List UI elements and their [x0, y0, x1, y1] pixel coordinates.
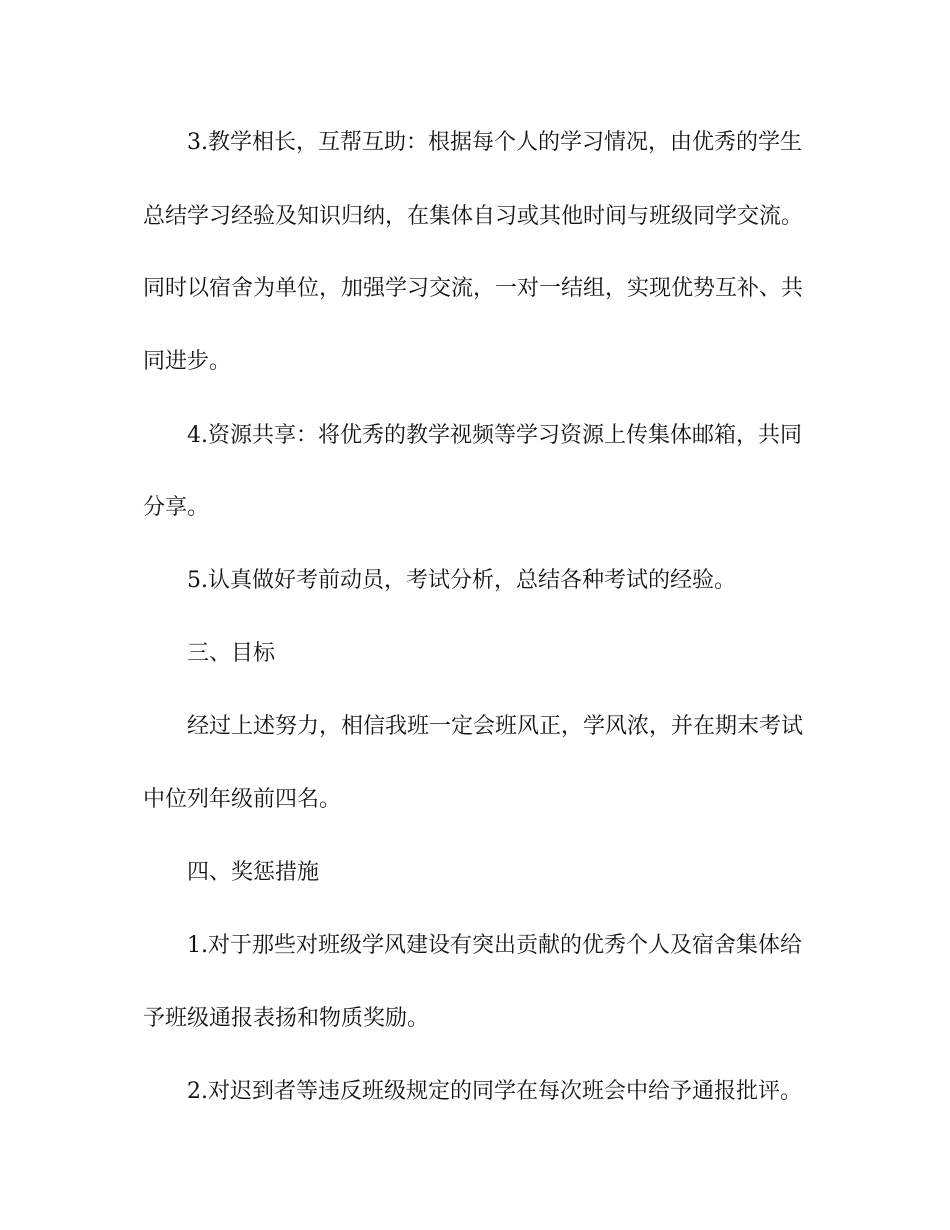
reward-item-2: 2.对迟到者等违反班级规定的同学在每次班会中给予通报批评。: [187, 1079, 802, 1104]
paragraph-5: 5.认真做好考前动员，考试分析，总结各种考试的经验。: [187, 568, 736, 593]
reward-item-1-line-2: 予班级通报表扬和物质奖励。: [143, 1006, 430, 1031]
paragraph-3-line-1: 3.教学相长，互帮互助：根据每个人的学习情况，由优秀的学生: [187, 130, 802, 155]
goals-paragraph-line-1: 经过上述努力，相信我班一定会班风正，学风浓，并在期末考试: [187, 714, 804, 739]
section-heading-rewards: 四、奖惩措施: [187, 860, 320, 885]
section-heading-goals: 三、目标: [187, 641, 276, 666]
paragraph-3-line-2: 总结学习经验及知识归纳，在集体自习或其他时间与班级同学交流。: [143, 204, 804, 229]
paragraph-3-line-4: 同进步。: [143, 349, 232, 374]
goals-paragraph-line-2: 中位列年级前四名。: [143, 787, 342, 812]
paragraph-4-line-1: 4.资源共享：将优秀的教学视频等学习资源上传集体邮箱，共同: [187, 423, 802, 448]
paragraph-4-line-2: 分享。: [143, 495, 210, 520]
paragraph-3-line-3: 同时以宿舍为单位，加强学习交流，一对一结组，实现优势互补、共: [143, 276, 804, 301]
reward-item-1-line-1: 1.对于那些对班级学风建设有突出贡献的优秀个人及宿舍集体给: [187, 933, 802, 958]
